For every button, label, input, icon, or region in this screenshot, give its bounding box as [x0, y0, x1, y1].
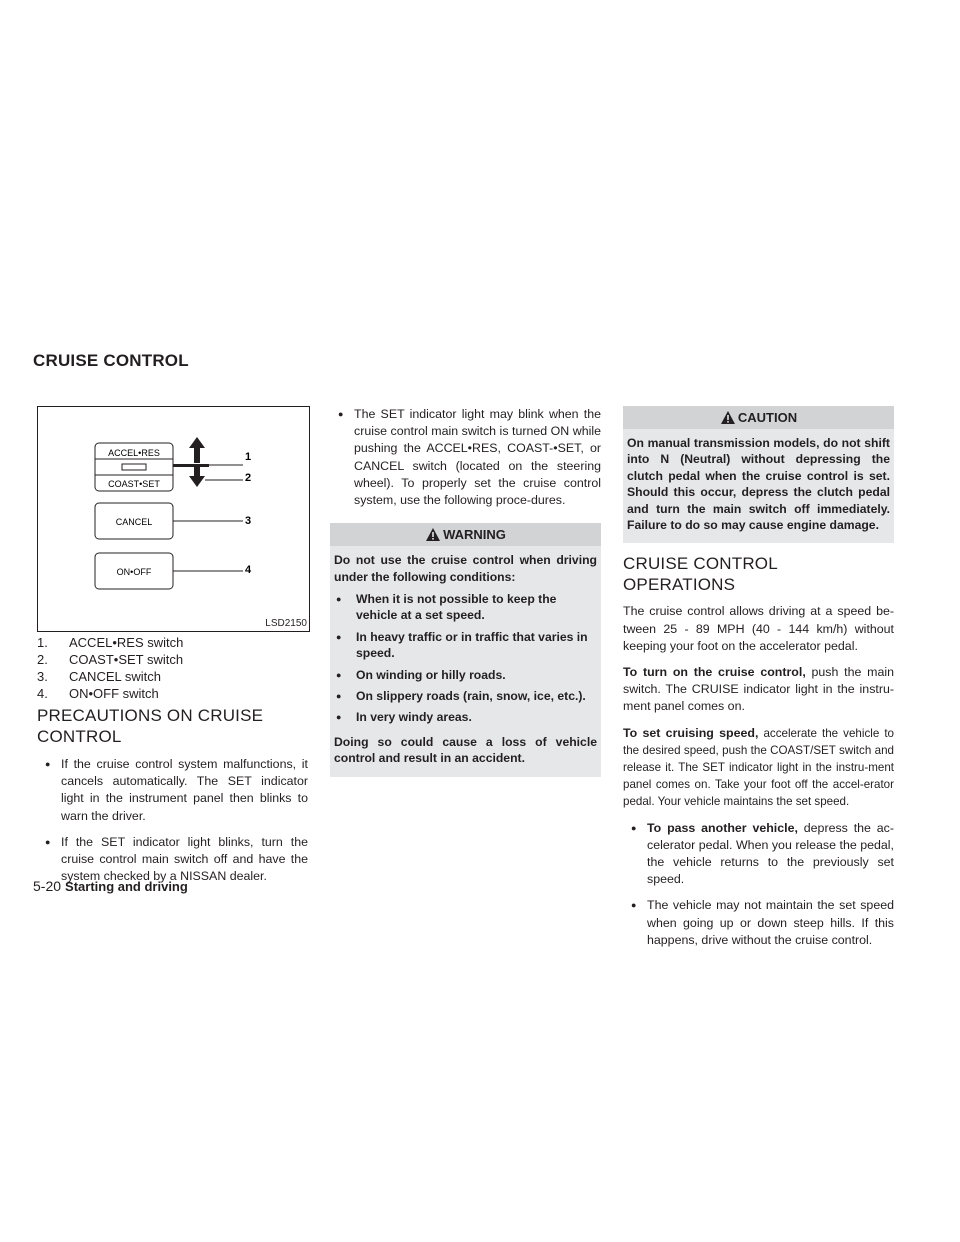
switch-diagram: [37, 406, 310, 632]
caution-box: [623, 406, 894, 543]
precautions-heading: PRECAUTIONS ON CRUISE CONTROL: [37, 706, 264, 746]
section-title: CRUISE CONTROL: [33, 351, 189, 370]
switch-diagram-drawing: [38, 407, 309, 631]
caution-header: [623, 406, 894, 429]
callout-1: 1: [245, 451, 252, 463]
up-arrow-icon: [189, 437, 205, 463]
on-off-label: ON•OFF: [116, 567, 152, 577]
warning-title: WARNING: [443, 527, 506, 543]
legend-item: 1. ACCEL•RES switch: [37, 635, 184, 650]
cancel-label: CANCEL: [115, 517, 153, 527]
accel-res-label: ACCEL•RES: [108, 448, 160, 458]
warning-box: [330, 523, 601, 776]
column-3: [623, 406, 894, 958]
down-arrow-icon: [189, 467, 205, 487]
warning-item: ● When it is not possible to keep the vehicle at a set speed.: [334, 591, 597, 624]
coast-set-label: COAST•SET: [108, 479, 160, 489]
operations-heading: CRUISE CONTROL OPERATIONS: [623, 554, 778, 595]
column-2: [330, 406, 601, 777]
warning-item: ● In heavy traffic or in traffic that varies in speed.: [334, 629, 597, 662]
figure-legend: [37, 634, 308, 702]
legend-item: 2. COAST•SET switch: [37, 652, 184, 667]
warning-intro: Do not use the cruise control when driving under the following conditions:: [334, 553, 597, 584]
caution-triangle-icon: [720, 410, 736, 425]
caution-text: On manual transmission models, do not shift into N (Neutral) without depressing the clutch pedal when the cruise control is set. Should this occur, depress the clutch pedal and turn the main switch off immediately. Failure to do so may cause engine damage.: [627, 436, 890, 533]
warning-header: [330, 523, 601, 546]
callout-2: 2: [245, 472, 252, 484]
pass-vehicle-bullet: ● To pass another vehicle, depress the ac-celerator pedal. When you release the pedal, the vehicle returns to the previously set speed.: [623, 820, 894, 889]
warning-triangle-icon: [425, 527, 441, 542]
figure-code: LSD2150: [265, 618, 307, 629]
precautions-section: [37, 705, 308, 894]
set-speed-paragraph: To set cruising speed, accelerate the vehicle to the desired speed, push the COAST/SET switch and release it. The SET indicator light in the instru-ment panel comes on. Take your foot off the accel-erator pedal. Your vehicle maintains the set speed.: [623, 725, 894, 809]
chapter-title: Starting and driving: [65, 879, 188, 894]
page-footer: [33, 878, 188, 894]
callout-4: 4: [245, 564, 252, 576]
precaution-bullet: ● If the cruise control system malfunctions, it cancels automatically. The SET indicator light in the instrument panel then blinks to warn the driver.: [37, 756, 308, 825]
warning-outro: Doing so could cause a loss of vehicle control and result in an accident.: [334, 734, 597, 766]
legend-item: 4. ON•OFF switch: [37, 686, 159, 701]
warning-item: ● In very windy areas.: [334, 709, 597, 725]
caution-title: CAUTION: [737, 410, 798, 425]
precaution-bullet: ● The SET indicator light may blink when the cruise control main switch is turned ON while pushing the ACCEL•RES, COAST-•SET, or CANCEL switch (located on the steering wheel). To properly set the cruise control system, use the following proce-dures.: [330, 406, 601, 509]
precaution-bullet: ● If the SET indicator light blinks, turn the cruise control main switch off and have the system checked by a NISSAN dealer.: [37, 834, 308, 886]
warning-item: ● On slippery roads (rain, snow, ice, etc.).: [334, 688, 597, 704]
legend-item: 3. CANCEL switch: [37, 669, 161, 684]
turn-on-paragraph: To turn on the cruise control, push the main switch. The CRUISE indicator light in the instru-ment panel comes on.: [623, 665, 894, 714]
page-number: 5-20: [33, 878, 62, 894]
callout-3: 3: [245, 515, 252, 527]
operations-intro: The cruise control allows driving at a speed be-tween 25 - 89 MPH (40 - 144 km/h) without keeping your foot on the accelerator pedal.: [623, 604, 894, 653]
caution-body: [623, 429, 894, 533]
hills-bullet: ● The vehicle may not maintain the set speed when going up or down steep hills. If this happens, drive without the cruise control.: [623, 897, 894, 949]
warning-item: ● On winding or hilly roads.: [334, 667, 597, 683]
warning-body: [330, 546, 601, 766]
